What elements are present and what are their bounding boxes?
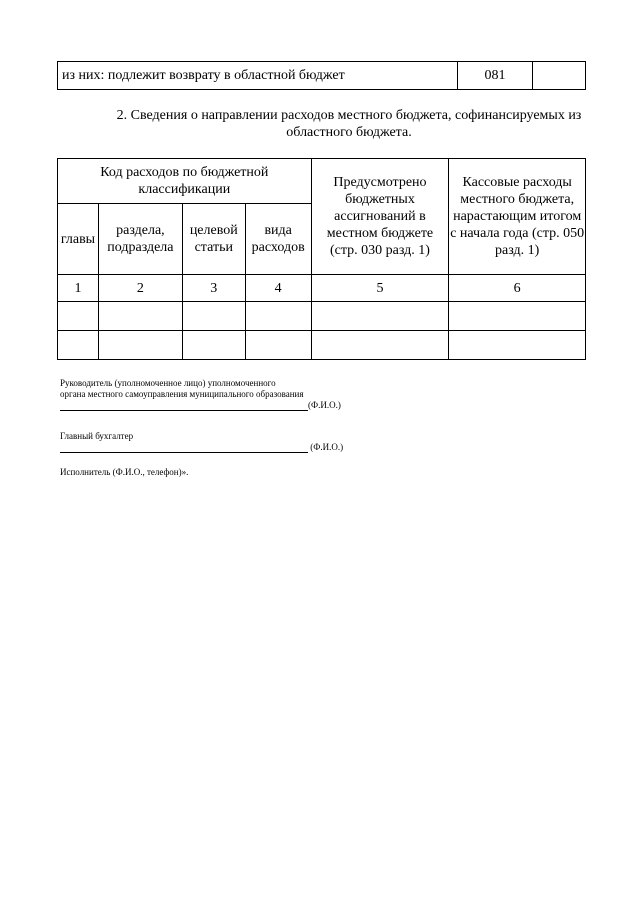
executor-label: Исполнитель (Ф.И.О., телефон)». (60, 467, 189, 477)
header-expense-type: вида расходов (245, 204, 311, 275)
column-number: 1 (58, 275, 99, 302)
expenses-table (57, 158, 586, 360)
column-number: 2 (98, 275, 182, 302)
header-budget-code: Код расходов по бюджетной классификации (58, 159, 312, 204)
table-cell[interactable] (182, 331, 245, 360)
column-number: 6 (449, 275, 586, 302)
row-value-cell[interactable] (533, 62, 586, 90)
accountant-fio-label: (Ф.И.О.) (310, 442, 344, 452)
table-cell[interactable] (58, 302, 99, 331)
table-cell[interactable] (98, 331, 182, 360)
column-number: 5 (311, 275, 449, 302)
table-header-row (58, 159, 586, 204)
table-cell[interactable] (311, 302, 449, 331)
table-cell[interactable] (98, 302, 182, 331)
table-cell[interactable] (245, 331, 311, 360)
table-cell[interactable] (311, 331, 449, 360)
column-number: 4 (245, 275, 311, 302)
table-cell[interactable] (182, 302, 245, 331)
section-heading: 2. Сведения о направлении расходов местного бюджета, софинансируемых из областного бюджета. (116, 108, 582, 140)
table-row (58, 331, 586, 360)
table-row (58, 62, 586, 90)
header-target-item: целевой статьи (182, 204, 245, 275)
table-cell[interactable] (449, 331, 586, 360)
table-cell[interactable] (58, 331, 99, 360)
table-row (58, 302, 586, 331)
row-code: 081 (458, 62, 533, 90)
return-summary-table (57, 61, 586, 90)
header-planned: Предусмотрено бюджетных ассигнований в местном бюджете (стр. 030 разд. 1) (311, 159, 449, 275)
header-chapter: главы (58, 204, 99, 275)
head-title-line2: органа местного самоуправления муниципального образования (60, 389, 304, 399)
table-cell[interactable] (449, 302, 586, 331)
accountant-signature-line[interactable] (60, 442, 308, 453)
column-number: 3 (182, 275, 245, 302)
header-cash-expenses: Кассовые расходы местного бюджета, нарастающим итогом с начала года (стр. 050 разд. 1) (449, 159, 586, 275)
head-title-line1: Руководитель (уполномоченное лицо) уполномоченного (60, 378, 276, 388)
accountant-title: Главный бухгалтер (60, 431, 134, 441)
accountant-signature-block (60, 431, 343, 453)
header-section: раздела, подраздела (98, 204, 182, 275)
row-label: из них: подлежит возврату в областной бюджет (58, 62, 458, 90)
column-numbers-row (58, 275, 586, 302)
table-cell[interactable] (245, 302, 311, 331)
head-signature-block (60, 378, 341, 411)
head-signature-line[interactable] (60, 400, 308, 411)
head-fio-label: (Ф.И.О.) (308, 400, 341, 410)
